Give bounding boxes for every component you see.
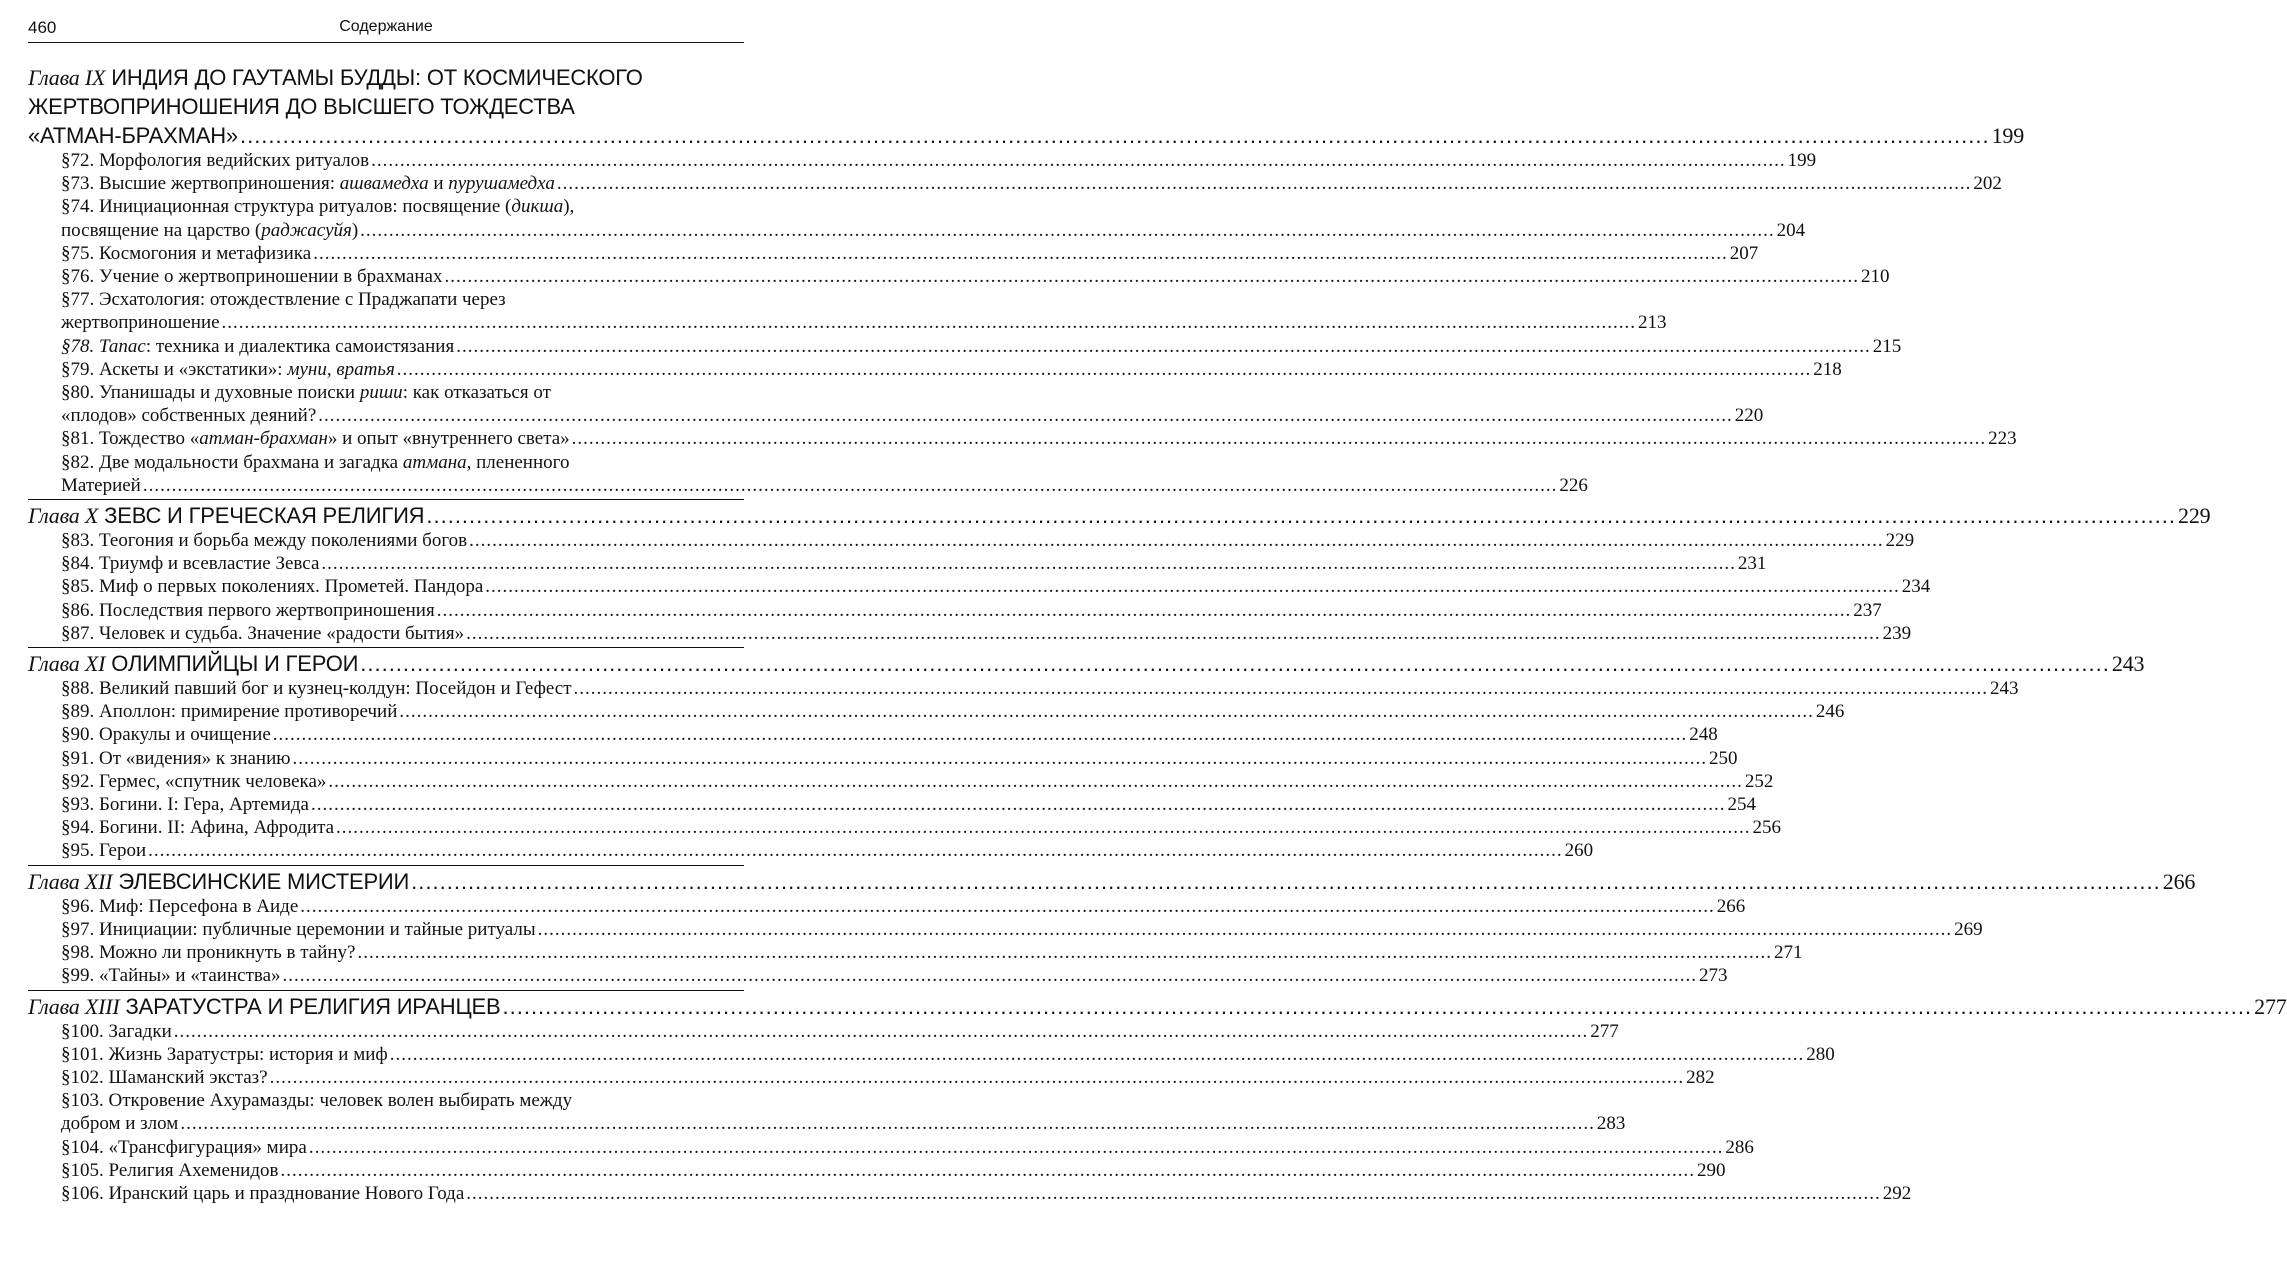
toc-entry-89[interactable]: §89. Аполлон: примирение противоречий ..... 246 [28, 700, 754, 723]
toc-entry-73[interactable]: §73. Высшие жертвоприношения: ашвамедха и пурушамедха ..... 202 [28, 172, 754, 195]
page-ref: 277 [1590, 1020, 1619, 1042]
page-ref: 282 [1686, 1066, 1715, 1088]
page-ref: 271 [1773, 942, 1803, 964]
page-ref: 254 [1727, 794, 1756, 816]
page-ref: 286 [1725, 1136, 1754, 1158]
toc-entry-74-line2[interactable]: посвящение на царство (раджасуйя) ..... 204 [28, 219, 754, 242]
divider [28, 647, 744, 648]
toc-entry-72[interactable]: §72. Морфология ведийских ритуалов ..... 199 [28, 149, 754, 172]
divider [28, 499, 744, 500]
page-ref: 199 [1991, 123, 2025, 148]
page-ref: 237 [1853, 599, 1882, 621]
page-ref: 277 [2254, 993, 2287, 1019]
page-ref: 243 [1990, 678, 2019, 700]
page-ref: 273 [1699, 965, 1728, 987]
toc-entry-104[interactable]: §104. «Трансфигурация» мира ..... 286 [28, 1136, 754, 1159]
page-ref: 256 [1752, 817, 1782, 839]
toc-entry-103-line2[interactable]: добром и злом ..... 283 [28, 1112, 754, 1135]
chapter-9-heading-line3[interactable]: «АТМАН-БРАХМАН» ..... 199 [28, 123, 754, 149]
toc-entry-90[interactable]: §90. Оракулы и очищение ..... 248 [28, 723, 754, 746]
chapter-label: Глава X [28, 503, 99, 529]
page-ref: 280 [1806, 1043, 1835, 1065]
chapter-13-heading[interactable]: Глава XIII ЗАРАТУСТРА И РЕЛИГИЯ ИРАНЦЕВ ..... 277 [28, 994, 754, 1020]
chapter-10-heading[interactable]: Глава X ЗЕВС И ГРЕЧЕСКАЯ РЕЛИГИЯ ..... 229 [28, 503, 754, 529]
toc-entry-74-line1[interactable]: §74. Инициационная структура ритуалов: посвящение (дикша), [61, 196, 575, 218]
page-ref: 283 [1596, 1113, 1626, 1135]
page-ref: 260 [1564, 840, 1594, 862]
page-ref: 199 [1787, 150, 1817, 171]
toc-entry-82-line1[interactable]: §82. Две модальности брахмана и загадка атмана, плененного [61, 451, 570, 473]
toc-entry-92[interactable]: §92. Гермес, «спутник человека» ..... 252 [28, 770, 754, 793]
page-ref: 234 [1901, 576, 1931, 598]
toc-entry-101[interactable]: §101. Жизнь Заратустры: история и миф ..... 280 [28, 1043, 754, 1066]
toc-entry-85[interactable]: §85. Миф о первых поколениях. Прометей. Пандора ..... 234 [28, 575, 754, 598]
page-ref: 231 [1737, 553, 1767, 575]
toc-entry-105[interactable]: §105. Религия Ахеменидов ..... 290 [28, 1159, 754, 1182]
toc-entry-103-line1[interactable]: §103. Откровение Ахурамазды: человек волен выбирать между [61, 1090, 573, 1112]
page-ref: 248 [1689, 724, 1718, 746]
toc-entry-77-line1[interactable]: §77. Эсхатология: отождествление с Праджапати через [61, 289, 506, 311]
toc-entry-78[interactable]: §78. Тапас: техника и диалектика самоистязания ..... 215 [28, 335, 754, 358]
page-ref: 218 [1813, 358, 1842, 380]
page-ref: 252 [1744, 770, 1774, 792]
toc-entry-87[interactable]: §87. Человек и судьба. Значение «радости бытия» ..... 239 [28, 622, 754, 645]
page-ref: 226 [1559, 474, 1588, 496]
chapter-label: Глава XIII [28, 993, 120, 1019]
chapter-12-heading[interactable]: Глава XII ЭЛЕВСИНСКИЕ МИСТЕРИИ ..... 266 [28, 869, 754, 895]
divider [28, 990, 744, 991]
toc-entry-75[interactable]: §75. Космогония и метафизика ..... 207 [28, 242, 754, 265]
toc-entry-96[interactable]: §96. Миф: Персефона в Аиде ..... 266 [28, 895, 754, 918]
page-ref: 266 [2162, 868, 2196, 894]
table-of-contents [28, 62, 2287, 1205]
page-header [28, 18, 744, 43]
toc-entry-83[interactable]: §83. Теогония и борьба между поколениями богов ..... 229 [28, 529, 754, 552]
toc-entry-93[interactable]: §93. Богини. I: Гера, Артемида ..... 254 [28, 793, 754, 816]
chapter-label: Глава IX [28, 65, 106, 90]
page-ref: 239 [1882, 622, 1912, 644]
toc-entry-106[interactable]: §106. Иранский царь и празднование Нового Года ..... 292 [28, 1182, 754, 1205]
page-ref: 292 [1882, 1182, 1912, 1204]
toc-entry-97[interactable]: §97. Инициации: публичные церемонии и тайные ритуалы ..... 269 [28, 918, 754, 941]
divider [28, 865, 744, 866]
page-ref: 266 [1716, 895, 1746, 917]
chapter-label: Глава XI [28, 651, 106, 677]
toc-entry-76[interactable]: §76. Учение о жертвоприношении в брахманах ..... 210 [28, 265, 754, 288]
toc-entry-98[interactable]: §98. Можно ли проникнуть в тайну? ..... 271 [28, 941, 754, 964]
toc-entry-86[interactable]: §86. Последствия первого жертвоприношения ..... 237 [28, 599, 754, 622]
page-ref: 207 [1729, 242, 1759, 264]
page-ref: 290 [1696, 1159, 1726, 1181]
page-ref: 204 [1776, 219, 1806, 241]
page-ref: 229 [1885, 530, 1915, 552]
page-ref: 215 [1872, 335, 1902, 357]
chapter-label: Глава XII [28, 868, 113, 894]
page-ref: 250 [1708, 747, 1738, 769]
toc-entry-79[interactable]: §79. Аскеты и «экстатики»: муни, вратья ..... 218 [28, 358, 754, 381]
page-ref: 229 [2178, 503, 2211, 529]
toc-entry-100[interactable]: §100. Загадки ..... 277 [28, 1020, 754, 1043]
running-title: Содержание [339, 18, 433, 35]
toc-entry-91[interactable]: §91. От «видения» к знанию ..... 250 [28, 747, 754, 770]
page-ref: 210 [1860, 266, 1890, 288]
chapter-11-heading[interactable]: Глава XI ОЛИМПИЙЦЫ И ГЕРОИ ..... 243 [28, 651, 754, 677]
toc-entry-102[interactable]: §102. Шаманский экстаз? ..... 282 [28, 1066, 754, 1089]
page-ref: 220 [1734, 405, 1764, 427]
toc-entry-80-line1[interactable]: §80. Упанишады и духовные поиски риши: как отказаться от [61, 382, 551, 404]
toc-entry-77-line2[interactable]: жертвоприношение ..... 213 [28, 311, 754, 334]
toc-entry-82-line2[interactable]: Материей ..... 226 [28, 474, 754, 497]
page-number: 460 [28, 18, 57, 37]
toc-entry-80-line2[interactable]: «плодов» собственных деяний? ..... 220 [28, 404, 754, 427]
page-ref: 213 [1638, 312, 1667, 334]
page-ref: 202 [1973, 173, 2002, 195]
chapter-9-heading-line1[interactable]: Глава IX ИНДИЯ ДО ГАУТАМЫ БУДДЫ: ОТ КОСМИЧЕСКОГО [28, 65, 643, 90]
toc-entry-88[interactable]: §88. Великий павший бог и кузнец-колдун: Посейдон и Гефест ..... 243 [28, 677, 754, 700]
chapter-9-heading-line2: ЖЕРТВОПРИНОШЕНИЯ ДО ВЫСШЕГО ТОЖДЕСТВА [28, 94, 575, 119]
page-ref: 246 [1815, 701, 1845, 723]
toc-entry-99[interactable]: §99. «Тайны» и «таинства» ..... 273 [28, 964, 754, 987]
page-ref: 269 [1954, 918, 1983, 940]
page-ref: 243 [2111, 651, 2145, 677]
toc-entry-81[interactable]: §81. Тождество «атман-брахман» и опыт «внутреннего света» ..... 223 [28, 427, 754, 450]
toc-entry-95[interactable]: §95. Герои ..... 260 [28, 839, 754, 862]
toc-entry-84[interactable]: §84. Триумф и всевластие Зевса ..... 231 [28, 552, 754, 575]
toc-entry-94[interactable]: §94. Богини. II: Афина, Афродита ..... 256 [28, 816, 754, 839]
page-ref: 223 [1988, 428, 2017, 450]
